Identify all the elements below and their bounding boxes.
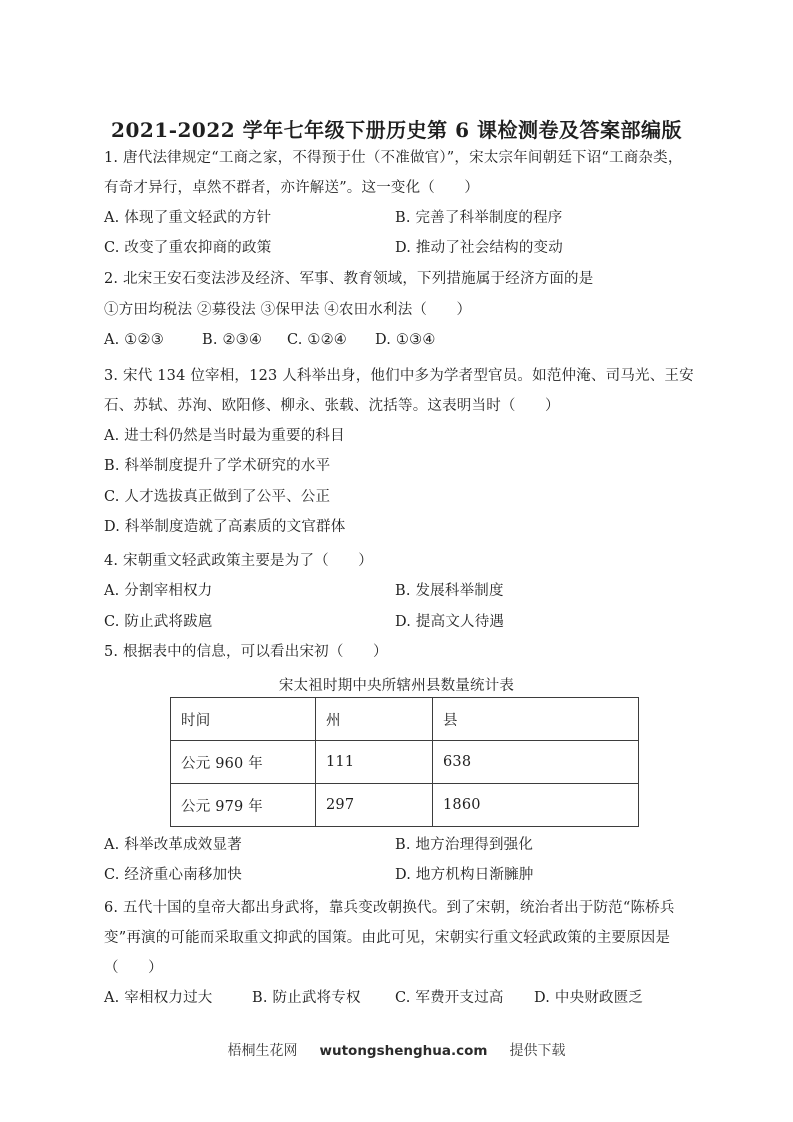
question-6-stem-line-3: （ ） [104,960,163,976]
table-row [171,741,639,784]
table-header-row [171,698,639,741]
question-4-stem: 4. 宋朝重文轻武政策主要是为了（ ） [104,553,373,569]
question-6-stem-line-2: 变”再演的可能而采取重文抑武的国策。由此可见，宋朝实行重文轻武政策的主要原因是 [104,930,671,946]
question-5-option-a: A. 科举改革成效显著 [104,837,242,853]
question-1-stem-line-2: 有奇才异行，卓然不群者，亦许解送”。这一变化（ ） [104,180,480,196]
question-5-option-d: D. 地方机构日渐臃肿 [395,867,534,883]
question-3-option-c: C. 人才选拔真正做到了公平、公正 [104,489,331,505]
question-3-option-d: D. 科举制度造就了高素质的文官群体 [104,519,346,535]
page-footer [0,1040,793,1060]
question-5-options-row-2 [104,865,534,886]
question-4-options-row-1 [104,581,504,602]
question-4-options-row-2 [104,612,505,633]
question-6-option-c: C. 军费开支过高 [395,990,504,1006]
question-6-options-row [104,988,644,1009]
table-caption: 宋太祖时期中央所辖州县数量统计表 [278,678,515,694]
question-4-option-c: C. 防止武将跋扈 [104,614,213,630]
table-header-counties: 县 [433,698,639,741]
table-header-time: 时间 [171,698,316,741]
question-3-stem-line-1: 3. 宋代 134 位宰相，123 人科举出身，他们中多为学者型官员。如范仲淹、司马光、王安 [104,368,694,384]
question-1-options-row-1 [104,208,563,229]
question-3-stem-line-2: 石、苏轼、苏洵、欧阳修、柳永、张载、沈括等。这表明当时（ ） [104,398,560,414]
question-1-option-a: A. 体现了重文轻武的方针 [104,210,272,226]
question-1-option-b: B. 完善了科举制度的程序 [395,210,563,226]
question-4-option-d: D. 提高文人待遇 [395,614,505,630]
question-4-option-b: B. 发展科举制度 [395,583,504,599]
footer-site-url[interactable]: wutongshenghua.com [319,1043,488,1059]
question-5-option-b: B. 地方治理得到强化 [395,837,534,853]
question-1-stem-line-1: 1. 唐代法律规定“工商之家，不得预于仕（不准做官）”，宋太宗年间朝廷下诏“工商杂类， [104,150,683,166]
question-1-option-d: D. 推动了社会结构的变动 [395,240,563,256]
question-1-options-row-2 [104,238,563,259]
question-2-items: ①方田均税法 ②募役法 ③保甲法 ④农田水利法（ ） [104,302,472,318]
question-2-option-d: D. ①③④ [375,332,436,348]
question-5-stem: 5. 根据表中的信息，可以看出宋初（ ） [104,644,388,660]
footer-download-text: 提供下载 [509,1043,566,1059]
table-cell-979-counties: 1860 [433,784,639,827]
footer-site-name: 梧桐生花网 [227,1043,298,1059]
question-2-stem: 2. 北宋王安石变法涉及经济、军事、教育领域，下列措施属于经济方面的是 [104,271,594,287]
question-3-option-b: B. 科举制度提升了学术研究的水平 [104,458,331,474]
page-title: 2021-2022 学年七年级下册历史第 6 课检测卷及答案部编版 [111,118,682,143]
question-1-option-c: C. 改变了重农抑商的政策 [104,240,272,256]
question-2-options-row [104,330,436,351]
question-6-option-d: D. 中央财政匮乏 [534,990,644,1006]
table-cell-year-960: 公元 960 年 [171,741,316,784]
stats-table [170,697,639,827]
question-6-stem-line-1: 6. 五代十国的皇帝大都出身武将，靠兵变改朝换代。到了宋朝，统治者出于防范“陈桥兵 [104,900,675,916]
table-cell-979-prefectures: 297 [316,784,433,827]
question-3-option-a: A. 进士科仍然是当时最为重要的科目 [104,428,345,444]
question-2-option-a: A. ①②③ [104,332,164,348]
table-cell-960-counties: 638 [433,741,639,784]
question-4-option-a: A. 分割宰相权力 [104,583,213,599]
question-6-option-a: A. 宰相权力过大 [104,990,213,1006]
question-6-option-b: B. 防止武将专权 [252,990,361,1006]
table-header-prefectures: 州 [316,698,433,741]
question-2-option-b: B. ②③④ [202,332,263,348]
question-5-options-row-1 [104,835,534,856]
question-5-option-c: C. 经济重心南移加快 [104,867,242,883]
question-2-option-c: C. ①②④ [287,332,347,348]
table-cell-960-prefectures: 111 [316,741,433,784]
table-row [171,784,639,827]
table-cell-year-979: 公元 979 年 [171,784,316,827]
